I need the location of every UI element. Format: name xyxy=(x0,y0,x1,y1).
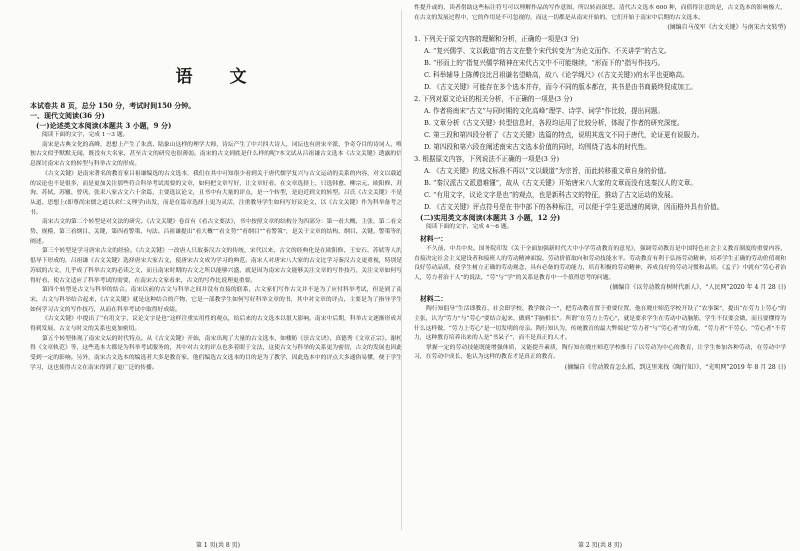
right-page xyxy=(414,4,786,536)
question-1-option-c: C. 科举辅导上陈傅良比吕祖谦名望略高，故八《论学绳尺》(《古文关键》)的水平也更略高。 xyxy=(424,71,689,80)
question-2-option-c: C. 第三段和第四段分析了《古文关键》选篇的特点，说明其选文不同于唐代，论证更有说服力。 xyxy=(424,131,704,140)
subsection-heading: (一)论述类文本阅读(本题共 3 小题，9 分) xyxy=(36,121,172,130)
left-page-footer: 第 1 页(共 8 页) xyxy=(196,542,240,549)
question-2-stem: 2. 下列对原文论证的相关分析，不正确的一项是(3 分) xyxy=(414,95,573,104)
article-paragraph: 南宋古文的第二个转型是对文法的研究。《古文关键》卷首有《看古文要法》，书中按照文章的结构分为四部分：第一看大概、主张，第二看文势、规模，第三看纲目、关键，第四看警策、句法。吕祖谦提出“看大概”“看文势”“看纲目”“看警策”，是关于文章的结构、纲目、关键、警策等的阐述。 xyxy=(30,219,402,245)
article-paragraph: 南宋是古典文化的高峰，思想上产生了朱熹、陆象山这样的理学大师，诗坛产生了中兴四大诗人，词坛也有唐宋辛派，争奇夺目的诗词人，唯独古文似乎默默无闻，既没有大名家，甚至古文的研究也很薄弱。南宋的古文到底是什么样的呢?本文试从吕祖谦古文选本《古文关键》透露的信息探讨南宋古文的转型与科举古文的形成。 xyxy=(30,141,402,168)
material-1-source: (摘编自《以劳动教育树时代新人》，“人民网”2020 年 4 月 28 日) xyxy=(609,284,786,292)
section-heading: 一、现代文阅读(36 分) xyxy=(30,111,105,120)
question-2-option-b: B. 文章分析《古文关键》转型信息时，各段均运用了比较分析，体现了作者的研究深度。 xyxy=(424,119,684,128)
material-1-body: 不久前，中共中央、国务院印发《关于全面加强新时代大中小学劳动教育的意见》，强调劳动教育是中国特色社会主义教育制度的重要内容，直接决定社会主义建设者和接班人的劳动精神面貌、劳动价值取向和劳动技能水平。劳动教育有利于弘扬劳动精神，培养学生正确的劳动价值观和良好劳动品质，使学生树立正确的劳动观念，具有必备的劳动能力，培育积极的劳动精神，养成良好的劳动习惯和品质。《孟子》中就有“劳心者治人，劳力者治于人”的说法，“劳”与“学”的关系是教育中一个值得思考的问题。 xyxy=(414,246,786,281)
article-source: (摘编自马茂军《古文关键》与南宋古文转型) xyxy=(667,24,786,32)
question-3-stem: 3. 根据原文内容，下列说法不正确的一项是(3 分) xyxy=(414,155,560,164)
article-paragraph: 第五个转型体现了南宋文坛的时代特点。从《古文关键》开始，南宋出现了大量的古文选本，如楼昉《崇古文诀》、真德秀《文章正宗》、谢枋得《文章轨范》等，这些选本大都是为科举考试服务的，其中对古文的评点也多着眼于文法，这使古文与科举的关系更为密切，古文的发展也因此受到一定的影响。另外，南宋古文选本的编选者大多是教育家，他们编选古文选本的目的是为了教学，因此选本中的评点大多通俗易懂，便于学生学习，这也使得古文在南宋得到了更广泛的传播。 xyxy=(30,335,402,371)
reading-instruction-2: 阅读下面的文字，完成 4～6 题。 xyxy=(426,224,513,231)
question-2-option-a: A. 作者将南宋“古文”与同时期的文化高峰“理学、诗学、词学”作比较，提出问题。 xyxy=(424,107,665,116)
page-divider xyxy=(401,10,402,530)
question-1-option-b: B. “形而上的”指复兴儒学精神在宋代古文中不可能继续，“形而下的”指写作技巧。 xyxy=(424,59,665,68)
subsection-heading-2: (二)实用类文本阅读(本题共 3 小题，12 分) xyxy=(420,213,561,223)
material-2-body: 陶行知倡导“生活即教育、社会即学校、教学做合一”，把劳动教育置于重要位置，他在晓庄师范学校开设了“农事课”，提出“在劳力上劳心”的主张，认为“劳力”与“劳心”要结合起来，做到“手脑相长”。所谓“在劳力上劳心”，就是要求学生在劳动中动脑筋，学生不仅要会做，而且要懂得为什么这样做，“劳力上劳心”是一切发明的母亲。陶行知认为，传统教育的最大弊端是“劳力者”与“劳心者”的分离，“劳力者”不劳心，“劳心者”不劳力，这种教育培养出来的人是“书呆子”，而不是真正的人才。 xyxy=(414,306,786,342)
reading-instruction: 阅读下面的文字，完成 1～3 题。 xyxy=(42,132,129,138)
question-1-stem: 1. 下列关于原文内容的理解和分析，正确的一项是(3 分) xyxy=(414,35,579,44)
material-2-body-continued: 掌握一定的劳动技能既能增强体质，又能提升素质，陶行知在晓庄师范学校推行了以劳动为中心的教育，让学生参加各种劳动，在劳动中学习，在劳动中成长，他认为这样的教育才是真正的教育。 xyxy=(414,344,786,361)
question-3-option-b: B. “秦汉派古文派遗难懂”，故从《古文关键》开始唐宋八大家的文章而没有选秦汉人的文章。 xyxy=(424,179,697,188)
question-3-option-a: A. 《古文关键》的选文标准不再以“文以载道”为宗旨，而此转移重文章自身的价值。 xyxy=(424,167,671,176)
question-3-option-d: D. 《古文关键》评点符号是在书中部下的各种标注，可以便于学生更迅速的阅读，因而格外具有价值。 xyxy=(424,203,724,212)
article-continuation: 性提升或的，读者借助这些标注符号可以理解作品的写作意图，所以转而深思。清代古文选本 600 种，而值得注意的是，古文选本的影响极大，在古文的发展过程中，它的作用是不可忽视的，而这一切都是从南宋开始的，它们开始于南宋中后期的古文选本。 xyxy=(414,5,786,21)
page-title: 语 文 xyxy=(175,67,257,87)
article-paragraph: 《古文关键》是南宋著名的教育家吕祖谦编选的古文选本，我们在其中可知很少看到关于唐代儒学复兴与古文运动的关系的内容，对文以载道的议论也不是很多，而是更加关注那些符合科举考试需要的文章，如何把文章写好，让文章好看。在文章选择上，只选韩愈、柳宗元、欧阳修、苏洵、苏轼、苏辙、曾巩、张耒八家古文六十余篇，主要选议论文，且书中有大量的评点，是一个转型，是迫近到文的转型。吕氏《古文关键》不是从道、思想上(即尊尚宋儒之道以求仁义理学)出发，而是在篇章选择上更为灵活，注重教导学生如何写好议论文，以《古文关键》作为科举备考之书。 xyxy=(30,170,402,216)
material-2-heading: 材料二： xyxy=(420,295,448,304)
article-paragraph: 第四个转型是古文与科举的结合。南宋以前的古文与科举之间并没有直接的联系，古文家们写作古文并不是为了应付科举考试，但是到了南宋，古文与科举结合起来，《古文关键》就是这种结合的产物，它是一部教学生如何写好科举文章的书，其中对文章的评点，主要是为了指导学生如何学习古文的写作技巧，从而在科举考试中取得好成绩。 xyxy=(30,287,402,313)
article-paragraph: 第三个转型是学习唐宋古文的经验。《古文关键》一改唐人只取秦汉古文的传统，宋代以来，古文的经典化是在欧阳修、王安石、苏轼等人的倡导下形成的，吕祖谦《古文关键》选择唐宋大家古文，使唐宋古文成为学习的典范。南宋人对唐宋八大家的古文比学习秦汉古文更重视，特别是苏轼的古文，几乎成了科举古文的必读之文，而且南宋时期的古文之所以能够兴盛，就是因为南宋古文能够关注文章的写作技巧，关注文章如何写得好看，使古文适应了科举考试的需要，在南宋古文家看来，古文的写作比说理更重要。 xyxy=(30,248,402,284)
left-page xyxy=(30,4,402,536)
question-3-option-c: C. “有用文字，议论文字是也”的观点，也是新科古文的特征，推动了古文运动的发展。 xyxy=(424,191,678,200)
exam-info: 本试卷共 8 页，总分 150 分，考试时间150 分钟。 xyxy=(30,101,196,110)
material-2-source: (摘编自《劳动教育怎么抓，到这里来找《陶行知》》，“光明网”2019 年 8 月 28 日) xyxy=(564,364,786,372)
material-1-heading: 材料一： xyxy=(420,235,448,244)
question-1-option-d: D. 《古文关键》可能存在多个选本并存，而今不同的版本都在，其书是由书商最终促成加工。 xyxy=(424,83,697,92)
question-1-option-a: A. “复兴儒学、文以载道”的古文在整个宋代转变为“为论文而作、不关讲学”的古文。 xyxy=(424,47,671,56)
right-page-footer: 第 2 页(共 8 页) xyxy=(578,542,622,549)
question-2-option-d: D. 第四段和第六段在阐述南宋古文选本价值的同时，均围绕了选本的时代性。 xyxy=(424,143,651,152)
article-paragraph: 《古文关键》中提出了“有用文字，议论文字是也”这样注重实用性的观点，给后来的古文选本以很大影响。南宋中后期，科举古文逐渐形成并得到发展，古文与时文的关系也更加密切。 xyxy=(30,316,402,333)
